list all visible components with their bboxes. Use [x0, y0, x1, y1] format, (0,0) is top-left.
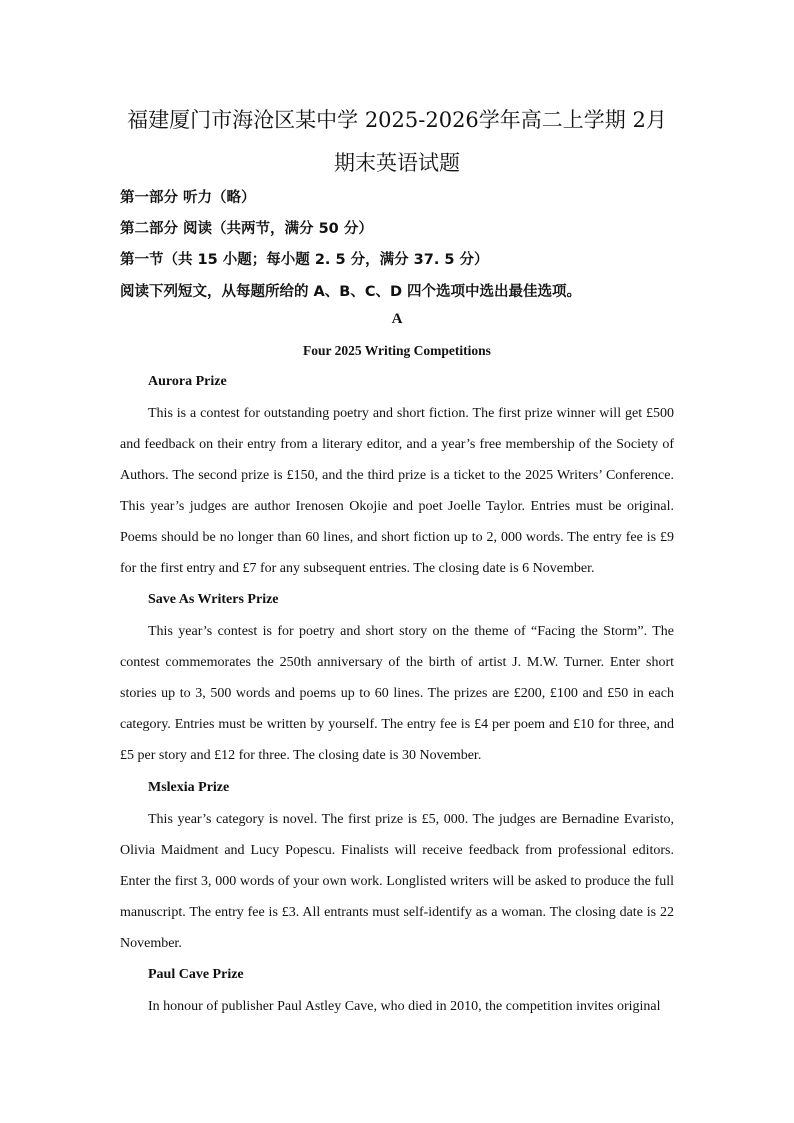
reading-instruction: 阅读下列短文，从每题所给的 A、B、C、D 四个选项中选出最佳选项。 [120, 284, 582, 300]
prize-description-paul-cave: In honour of publisher Paul Astley Cave, who died in 2010, the competition invites original [148, 999, 661, 1014]
prize-name-save-as-writers: Save As Writers Prize [148, 592, 279, 607]
prize-description-mslexia: This year’s category is novel. The first prize is £5, 000. The judges are Bernadine Evaristo, Olivia Maidment and Lucy Popescu. Finalists will receive feedback from professional editors. Enter the first 3, 000 words of your own work. Longlisted writers will be asked to produce the full manuscript. The entry fee is £3. All entrants must self-identify as a woman. The closing date is 22 November. [120, 812, 674, 952]
exam-title-line-1: 福建厦门市海沧区某中学 2025-2026学年高二上学期 2月 [127, 108, 667, 132]
part-two-heading: 第二部分 阅读（共两节，满分 50 分） [120, 221, 373, 237]
passage-letter: A [391, 311, 403, 327]
passage-heading: Four 2025 Writing Competitions [303, 343, 491, 358]
section-one-heading: 第一节（共 15 小题；每小题 2. 5 分，满分 37. 5 分） [120, 252, 489, 268]
prize-name-paul-cave: Paul Cave Prize [148, 967, 244, 982]
prize-name-mslexia: Mslexia Prize [148, 780, 230, 795]
prize-description-aurora: This is a contest for outstanding poetry and short fiction. The first prize winner will get £500 and feedback on their entry from a literary editor, and a year’s free membership of the Society of Authors. The second prize is £150, and the third prize is a ticket to the 2025 Writers’ Conference. This year’s judges are author Irenosen Okojie and poet Joelle Taylor. Entries must be original. Poems should be no longer than 60 lines, and short fiction up to 2, 000 words. The entry fee is £9 for the first entry and £7 for any subsequent entries. The closing date is 6 November. [120, 406, 674, 577]
prize-description-save-as-writers: This year’s contest is for poetry and short story on the theme of “Facing the Storm”. The contest commemorates the 250th anniversary of the birth of artist J. M.W. Turner. Enter short stories up to 3, 500 words and poems up to 60 lines. The prizes are £200, £100 and £50 in each category. Entries must be written by yourself. The entry fee is £4 per poem and £10 for three, and £5 per story and £12 for three. The closing date is 30 November. [120, 624, 674, 764]
part-one-heading: 第一部分 听力（略） [120, 190, 256, 206]
exam-title-line-2: 期末英语试题 [334, 151, 460, 175]
prize-name-aurora: Aurora Prize [148, 374, 227, 389]
